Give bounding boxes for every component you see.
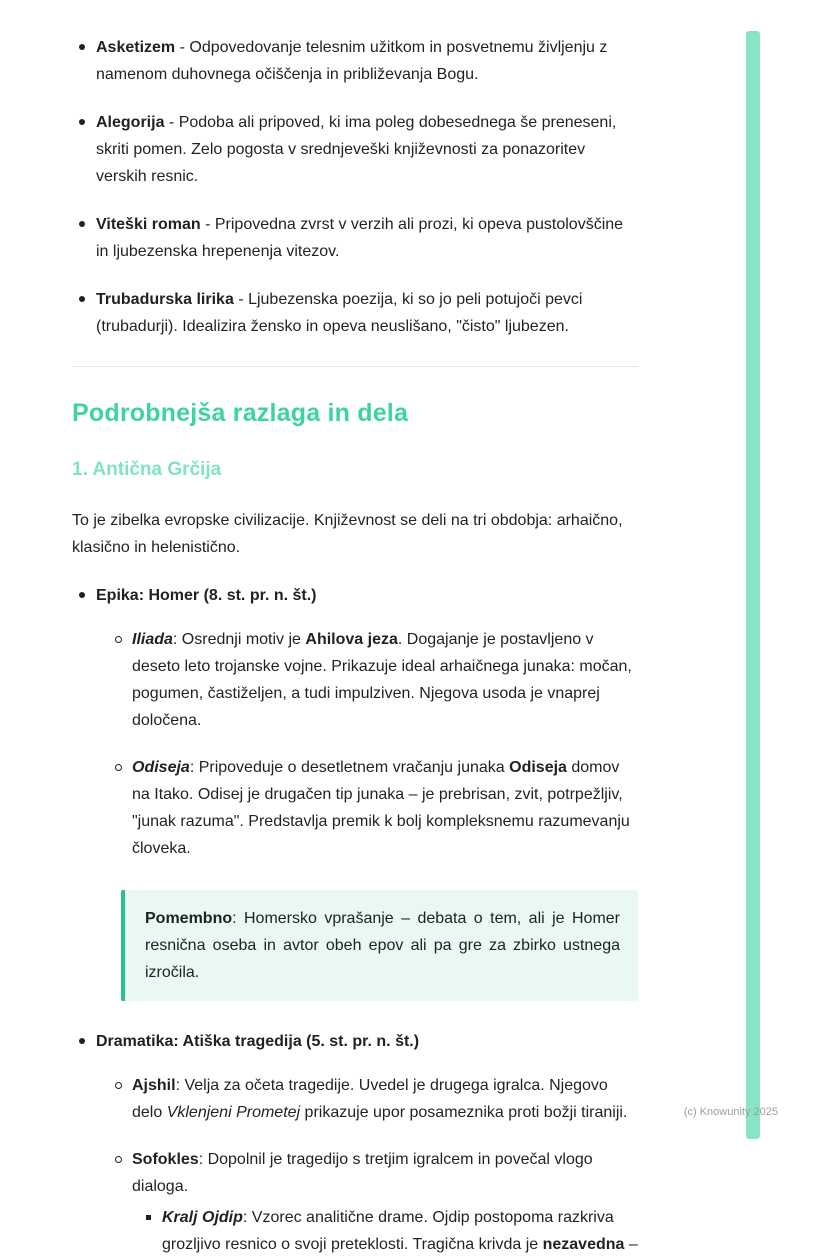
intro-paragraph: To je zibelka evropske civilizacije. Književnost se deli na tri obdobja: arhaično, klasično in helenistično. [72,512,623,556]
work-title: Kralj Ojdip [162,1209,243,1226]
body-text: prikazuje upor posameznika proti božji tiraniji. [300,1104,628,1121]
list-item-odiseja [72,754,638,862]
body-text: : Velja za očeta tragedije. Uvedel je drugega igralca. Njegovo delo [132,1077,608,1121]
body-text: . Dogajanje je postavljeno v deseto leto trojanske vojne. Prikazuje ideal arhaičnega junaka: močan, pogumen, častiželjen, a tudi impulziven. Njegova usoda je vnaprej določena. [132,631,632,729]
callout-box [121,890,638,1001]
term-label: Alegorija [96,114,165,131]
body-text: : Osrednji motiv je [172,631,306,648]
emphasis-text: Ahilova jeza [305,631,398,648]
section-divider [72,366,638,367]
work-title: Odiseja [132,759,190,776]
work-title: Vklenjeni Prometej [166,1104,301,1121]
body-text: : Homersko vprašanje – debata o tem, ali je Homer resnična oseba in avtor obeh epov ali pa gre za zbirko ustnega izročila. [145,910,620,981]
body-text: domov na Itako. Odisej je drugačen tip junaka – je prebrisan, zvit, potrpežljiv, "junak razuma". Predstavlja premik k bolj kompleksnemu razumevanju človeka. [132,759,630,857]
work-title: Iliada [132,631,173,648]
term-definition: - Odpovedovanje telesnim užitkom in posvetnemu življenju z namenom duhovnega očiščenja in približevanja Bogu. [96,39,608,83]
body-text: : Pripoveduje o desetletnem vračanju junaka [189,759,510,776]
term-definition: - Pripovedna zvrst v verzih ali prozi, ki opeva pustolovščine in ljubezenska hrepenenja vitezov. [96,216,624,260]
list-item [72,211,638,265]
term-label: Viteški roman [96,216,201,233]
epika-works-list [72,626,638,862]
list-item-ajshil [72,1072,638,1126]
sofokles-works-list [132,1204,638,1258]
term-definition: - Podoba ali pripoved, ki ima poleg dobesednega še preneseni, skriti pomen. Zelo pogosta v srednjeveški književnosti za ponazoritev verskih resnic. [96,114,617,185]
dramatika-heading: Dramatika: Atiška tragedija (5. st. pr. n. št.) [72,1028,638,1055]
callout-text [145,905,620,986]
epika-heading: Epika: Homer (8. st. pr. n. št.) [72,582,638,609]
emphasis-text: Odiseja [509,759,567,776]
term-definition: - Ljubezenska poezija, ki so jo peli potujoči pevci (trubadurji). Idealizira žensko in opeva neuslišano, "čisto" ljubezen. [96,291,583,335]
list-item-sofokles [72,1146,638,1258]
emphasis-text: nezavedna [542,1236,625,1253]
section-title: Podrobnejša razlaga in dela [72,399,409,427]
list-item-iliada [72,626,638,734]
author-name: Sofokles [132,1151,199,1168]
callout-label: Pomembno [145,910,233,927]
dramatika-authors-list [72,1072,638,1258]
notes-content [72,34,638,1258]
epika-topic [72,582,638,609]
terms-list [72,34,638,340]
list-item-kralj-ojdip [132,1204,638,1258]
list-item [72,286,638,340]
body-text: : Vzorec analitične drame. Ojdip postopoma razkriva grozljivo resnico o svoji preteklosti. Tragična krivda je [162,1209,614,1253]
dramatika-topic [72,1028,638,1055]
body-text: – [624,1236,638,1253]
author-name: Ajshil [132,1077,176,1094]
term-label: Trubadurska lirika [96,291,234,308]
list-item [72,109,638,190]
term-label: Asketizem [96,39,176,56]
footer-credit: (c) Knowunity 2025 [683,1106,778,1118]
subsection-title: 1. Antična Grčija [72,459,222,480]
body-text: : Dopolnil je tragedijo s tretjim igralcem in povečal vlogo dialoga. [132,1151,593,1195]
list-item [72,34,638,88]
vertical-accent-bar [746,31,760,1139]
